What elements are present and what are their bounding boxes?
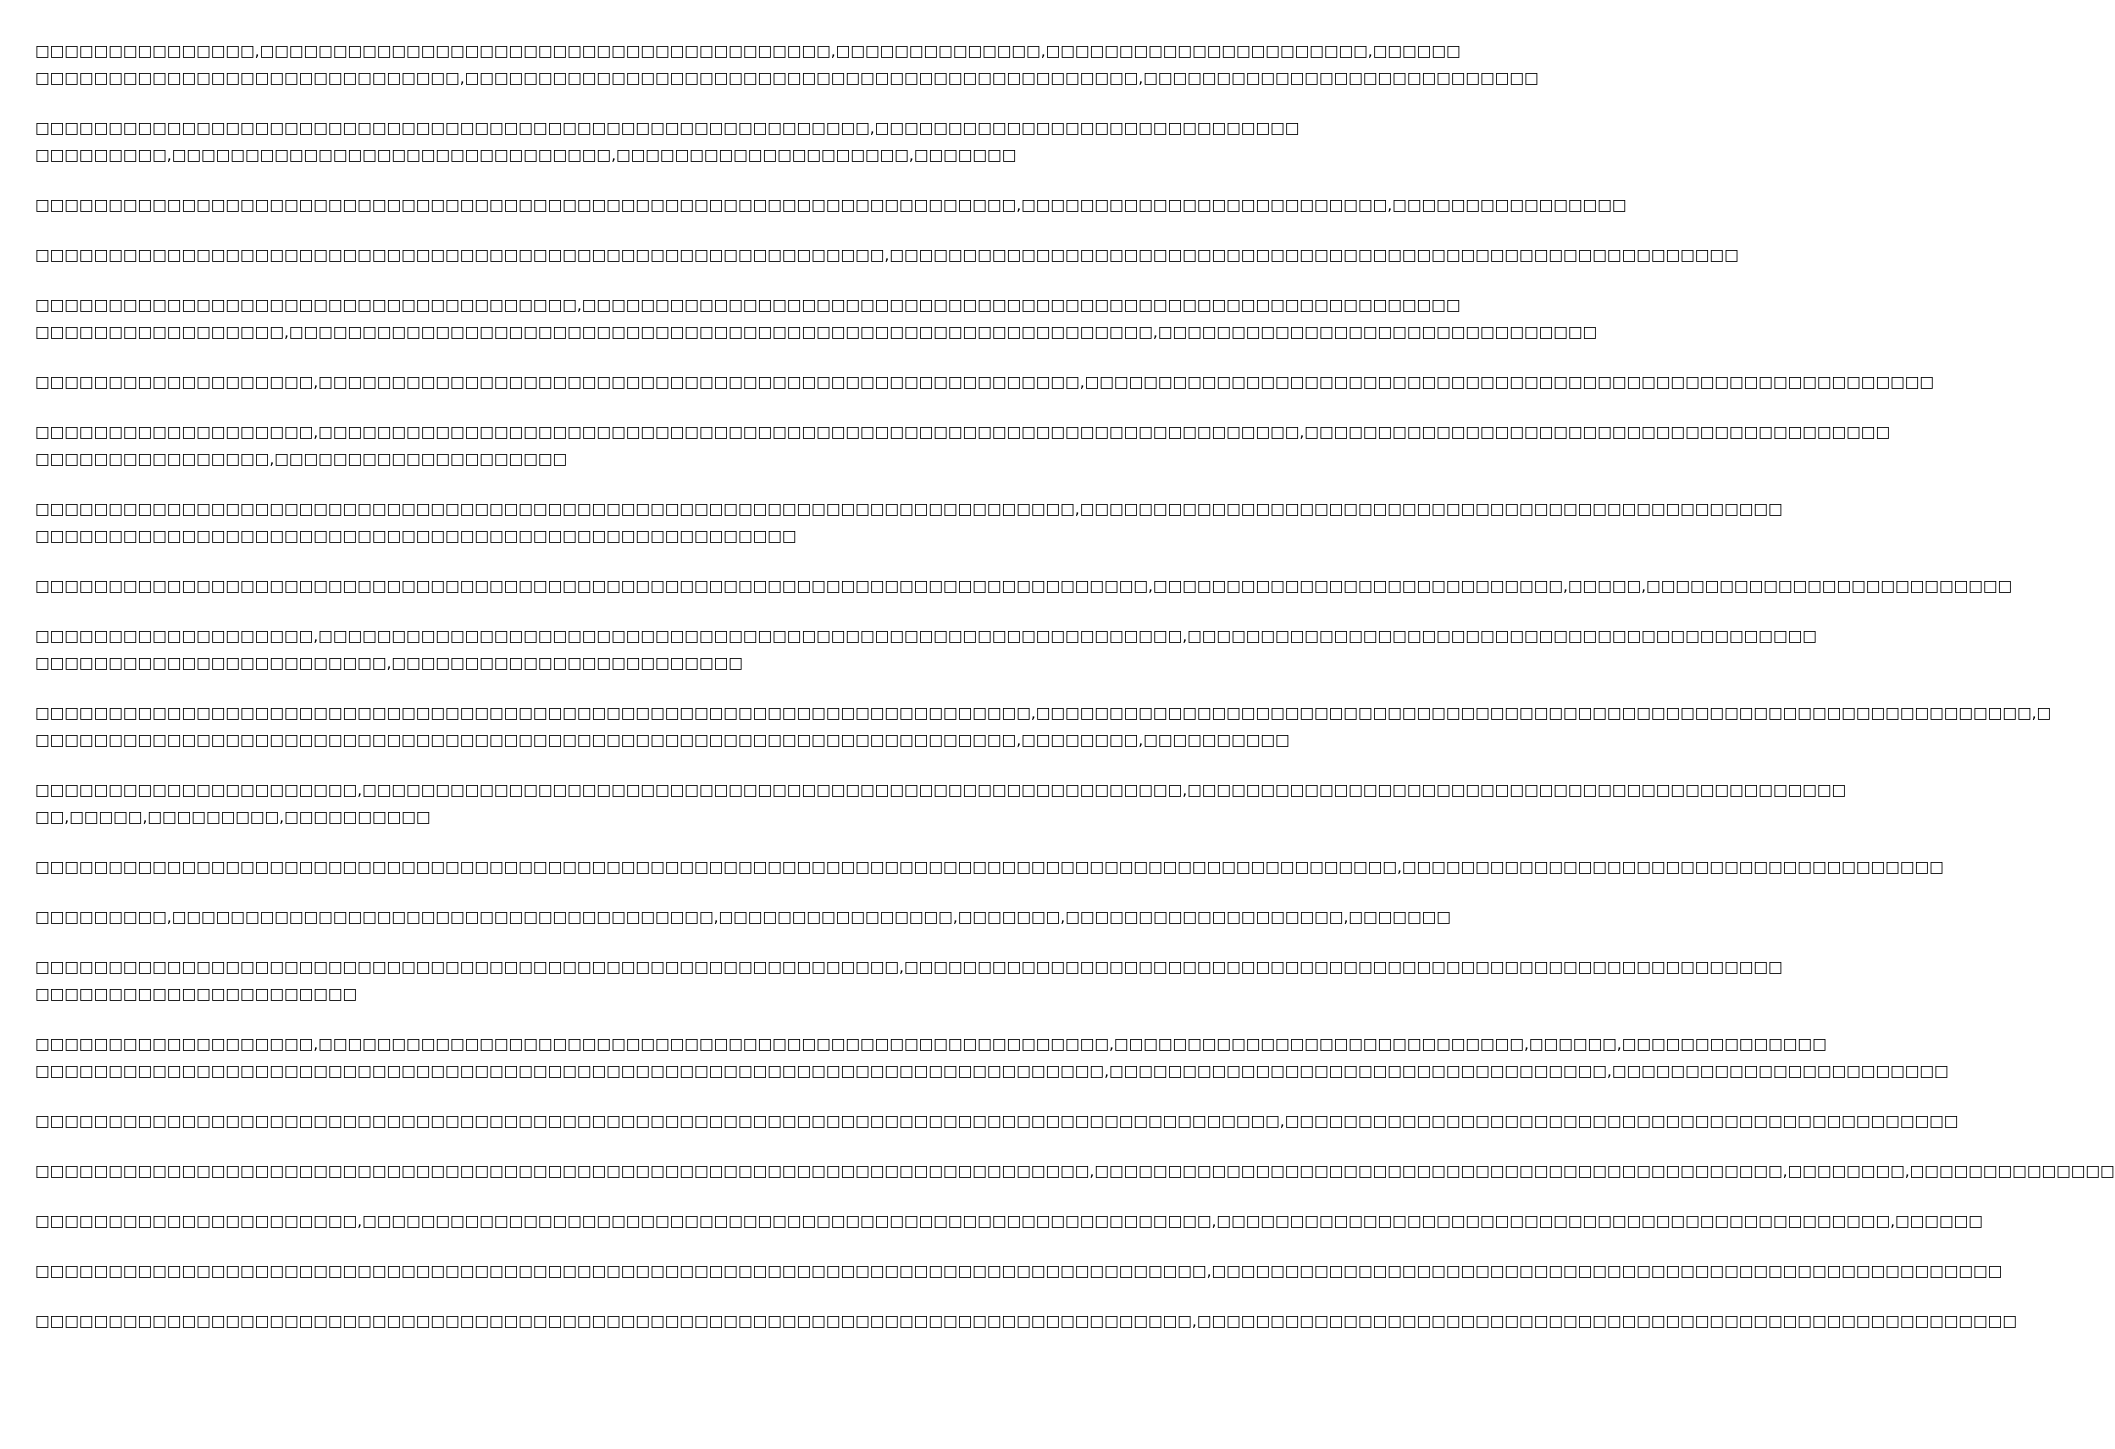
paragraph-9 (35, 573, 2013, 600)
paragraph-11 (35, 700, 2052, 754)
text-line: □□□□□□□□□,□□□□□□□□□□□□□□□□□□□□□□□□□□□□□□,□□□□□□□□□□□□□□□□□□□□,□□□□□□□ (35, 146, 1017, 164)
paragraph-4 (35, 242, 1739, 269)
text-line: □□□□□□□□□□□□□□□□□□□□□□,□□□□□□□□□□□□□□□□□□□□□□□□□□□□□□□□□□□□□□□□□□□□□□□□□□□□□□□□□□,□□□□□□□□□□□□□□□□□□□□□□□□□□□□□□□□□□□□□□□□□□□□□□,□□□□□□ (35, 1212, 1983, 1230)
text-line: □□□□□□□□□□□□□□□□□□□□□□□□□□□□□□□□□□□□□□□□□□□□□□□□□□□□□□□□□□□□□□□□□□□□□□□,□□□□□□□□□□□□□□□□□□□□□□□□□□□□□□□□□□□□□□□□□□□□□□□□ (35, 500, 1783, 518)
text-line: □□□□□□□□□□□□□□□□□□□□□□□□□□□□□□□□□□□□□□□□□□□□□□□□□□□□□□□□□□□□□□□□□□□□□□□□□□□□□□□□,□□□□□□□□□□□□□□□□□□□□□□□□□□□□□□□□□□□□□□□□□□□□□□□□□□□□□□ (35, 1262, 2003, 1280)
text-line: □□□□□□□□□□□□□□□□□□□□□□ (35, 985, 358, 1003)
text-line: □□□□□□□□□□□□□□□□□□□□□□□□□□□□□□□□□□□□□□□□□□□□□□□□□□□□□□□□□□,□□□□□□□□□□□□□□□□□□□□□□□□□□□□□□□□□□□□□□□□□□□□□□□□□□□□□□□□□□ (35, 246, 1739, 264)
paragraph-6 (35, 369, 1935, 396)
text-line: □□□□□□□□□□□□□□□□□□□□□□□□□□□□□□□□□□□□□□□□□□□□□□□□□□□□□□□□□□□□□□□□□□□□□□□□□□□□□□□,□□□□□□□□□□□□□□□□□□□□□□□□□□□□□□□□□□□□□□□□□□□□□□□□□□□□□□□□ (35, 1312, 2017, 1330)
text-line: □□□□□□□□□□□□□□□,□□□□□□□□□□□□□□□□□□□□□□□□□□□□□□□□□□□□□□□,□□□□□□□□□□□□□□,□□□□□□□□□□□□□□□□□□□□□□,□□□□□□ (35, 42, 1461, 60)
paragraph-1 (35, 38, 1539, 92)
paragraph-8 (35, 496, 1783, 550)
text-line: □□□□□□□□□□□□□□□□□□□□□□□□□□□□□,□□□□□□□□□□□□□□□□□□□□□□□□□□□□□□□□□□□□□□□□□□□□□□,□□□□□□□□□□□□□□□□□□□□□□□□□□□ (35, 69, 1539, 87)
paragraph-18 (35, 1158, 2115, 1185)
text-line: □□□□□□□□□□□□□□□□□□□,□□□□□□□□□□□□□□□□□□□□□□□□□□□□□□□□□□□□□□□□□□□□□□□□□□□□□□□□□□□□□□□□□□□,□□□□□□□□□□□□□□□□□□□□□□□□□□□□□□□□□□□□□□□□ (35, 423, 1891, 441)
text-line: □□□□□□□□□□□□□□□□□□□□□□□□,□□□□□□□□□□□□□□□□□□□□□□□□ (35, 654, 743, 672)
text-line: □□□□□□□□□□□□□□□□,□□□□□□□□□□□□□□□□□□□□ (35, 450, 568, 468)
text-line: □□□□□□□□□□□□□□□□□□□□□□□□□□□□□□□□□□□□□□□□□□□□□□□□□□□□ (35, 527, 797, 545)
text-line: □□□□□□□□□□□□□□□□□□□□□□,□□□□□□□□□□□□□□□□□□□□□□□□□□□□□□□□□□□□□□□□□□□□□□□□□□□□□□□□,□□□□□□□□□□□□□□□□□□□□□□□□□□□□□□□□□□□□□□□□□□□□□ (35, 781, 1847, 799)
text-line: □□□□□□□□□□□□□□□□□□□□□□□□□□□□□□□□□□□□□□□□□□□□□□□□□□□□□□□□□□□□□□□□□□□,□□□□□□□□,□□□□□□□□□□ (35, 731, 1290, 749)
paragraph-12 (35, 777, 1847, 831)
text-line: □□□□□□□□□□□□□□□□□,□□□□□□□□□□□□□□□□□□□□□□□□□□□□□□□□□□□□□□□□□□□□□□□□□□□□□□□□□□□,□□□□□□□□□□□□□□□□□□□□□□□□□□□□□□ (35, 323, 1598, 341)
text-line: □□□□□□□□□□□□□□□□□□□,□□□□□□□□□□□□□□□□□□□□□□□□□□□□□□□□□□□□□□□□□□□□□□□□□□□□□□□□□□□,□□□□□□□□□□□□□□□□□□□□□□□□□□□□□□□□□□□□□□□□□□□ (35, 627, 1817, 645)
paragraph-16 (35, 1031, 1949, 1085)
paragraph-15 (35, 954, 1783, 1008)
paragraph-17 (35, 1108, 1959, 1135)
paragraph-7 (35, 419, 1891, 473)
paragraph-2 (35, 115, 1300, 169)
text-line: □□□□□□□□□□□□□□□□□□□□□□□□□□□□□□□□□□□□□□□□□□□□□□□□□□□□□□□□□□□□□□□□□□□□,□□□□□□□□□□□□□□□□□□□□□□□□□□□□□□□□□□□□□□□□□□□□□□□□□□□□□□□□□□□□□□□□□□□□,□ (35, 704, 2052, 722)
text-line: □□,□□□□□,□□□□□□□□□,□□□□□□□□□□ (35, 808, 431, 826)
paragraph-10 (35, 623, 1817, 677)
text-line: □□□□□□□□□□□□□□□□□□□□□□□□□□□□□□□□□□□□□□□□□□□□□□□□□□□□□□□□□□□□□□□□□□□□□□□□□□□□,□□□□□□□□□□□□□□□□□□□□□□□□□□□□,□□□□□,□□□□□□□□□□□□□□□□□□□□□□□□□ (35, 577, 2013, 595)
paragraph-20 (35, 1258, 2003, 1285)
text-line: □□□□□□□□□□□□□□□□□□□,□□□□□□□□□□□□□□□□□□□□□□□□□□□□□□□□□□□□□□□□□□□□□□□□□□□□,□□□□□□□□□□□□□□□□□□□□□□□□□□□□□□□□□□□□□□□□□□□□□□□□□□□□□□□□□□ (35, 373, 1935, 391)
paragraph-5 (35, 292, 1598, 346)
text-line: □□□□□□□□□□□□□□□□□□□□□□□□□□□□□□□□□□□□□□□□□□□□□□□□□□□□□□□□□□□□□□□□□□□□□□□□□□□□□□□□□□□□□□□□□□□□□,□□□□□□□□□□□□□□□□□□□□□□□□□□□□□□□□□□□□□ (35, 858, 1944, 876)
text-line: □□□□□□□□□,□□□□□□□□□□□□□□□□□□□□□□□□□□□□□□□□□□□□□,□□□□□□□□□□□□□□□□,□□□□□□□,□□□□□□□□□□□□□□□□□□□,□□□□□□□ (35, 908, 1451, 926)
text-line: □□□□□□□□□□□□□□□□□□□□□□□□□□□□□□□□□□□□□□□□□□□□□□□□□□□□□□□□□□□□□□□□□□□□□□□□,□□□□□□□□□□□□□□□□□□□□□□□□□□□□□□□□□□□□□□□□□□□□□□□,□□□□□□□□,□□□□□□□□□□□□□□ (35, 1162, 2115, 1180)
text-line: □□□□□□□□□□□□□□□□□□□□□□□□□□□□□□□□□□□□□□□□□□□□□□□□□□□□□□□□□□□□□□□□□□□□□□□□□,□□□□□□□□□□□□□□□□□□□□□□□□□□□□□□□□□□,□□□□□□□□□□□□□□□□□□□□□□□ (35, 1062, 1949, 1080)
text-line: □□□□□□□□□□□□□□□□□□□□□□□□□□□□□□□□□□□□□□□□□□□□□□□□□□□□□□□□□□□□□□□□□□□□□□□□□□□□□□□□□□□□□,□□□□□□□□□□□□□□□□□□□□□□□□□□□□□□□□□□□□□□□□□□□□□□ (35, 1112, 1959, 1130)
text-line: □□□□□□□□□□□□□□□□□□□□□□□□□□□□□□□□□□□□□□□□□□□□□□□□□□□□□□□□□□□□□□□□□□□,□□□□□□□□□□□□□□□□□□□□□□□□□,□□□□□□□□□□□□□□□□ (35, 196, 1627, 214)
paragraph-3 (35, 192, 1627, 219)
paragraph-14 (35, 904, 1451, 931)
text-line: □□□□□□□□□□□□□□□□□□□□□□□□□□□□□□□□□□□□□,□□□□□□□□□□□□□□□□□□□□□□□□□□□□□□□□□□□□□□□□□□□□□□□□□□□□□□□□□□□□ (35, 296, 1461, 314)
paragraph-19 (35, 1208, 1983, 1235)
text-line: □□□□□□□□□□□□□□□□□□□□□□□□□□□□□□□□□□□□□□□□□□□□□□□□□□□□□□□□□,□□□□□□□□□□□□□□□□□□□□□□□□□□□□□ (35, 119, 1300, 137)
paragraph-13 (35, 854, 1944, 881)
paragraph-21 (35, 1308, 2017, 1335)
text-line: □□□□□□□□□□□□□□□□□□□,□□□□□□□□□□□□□□□□□□□□□□□□□□□□□□□□□□□□□□□□□□□□□□□□□□□□□□,□□□□□□□□□□□□□□□□□□□□□□□□□□□□,□□□□□□,□□□□□□□□□□□□□□ (35, 1035, 1827, 1053)
document-body (35, 38, 2115, 1358)
text-line: □□□□□□□□□□□□□□□□□□□□□□□□□□□□□□□□□□□□□□□□□□□□□□□□□□□□□□□□□□□,□□□□□□□□□□□□□□□□□□□□□□□□□□□□□□□□□□□□□□□□□□□□□□□□□□□□□□□□□□□□ (35, 958, 1783, 976)
